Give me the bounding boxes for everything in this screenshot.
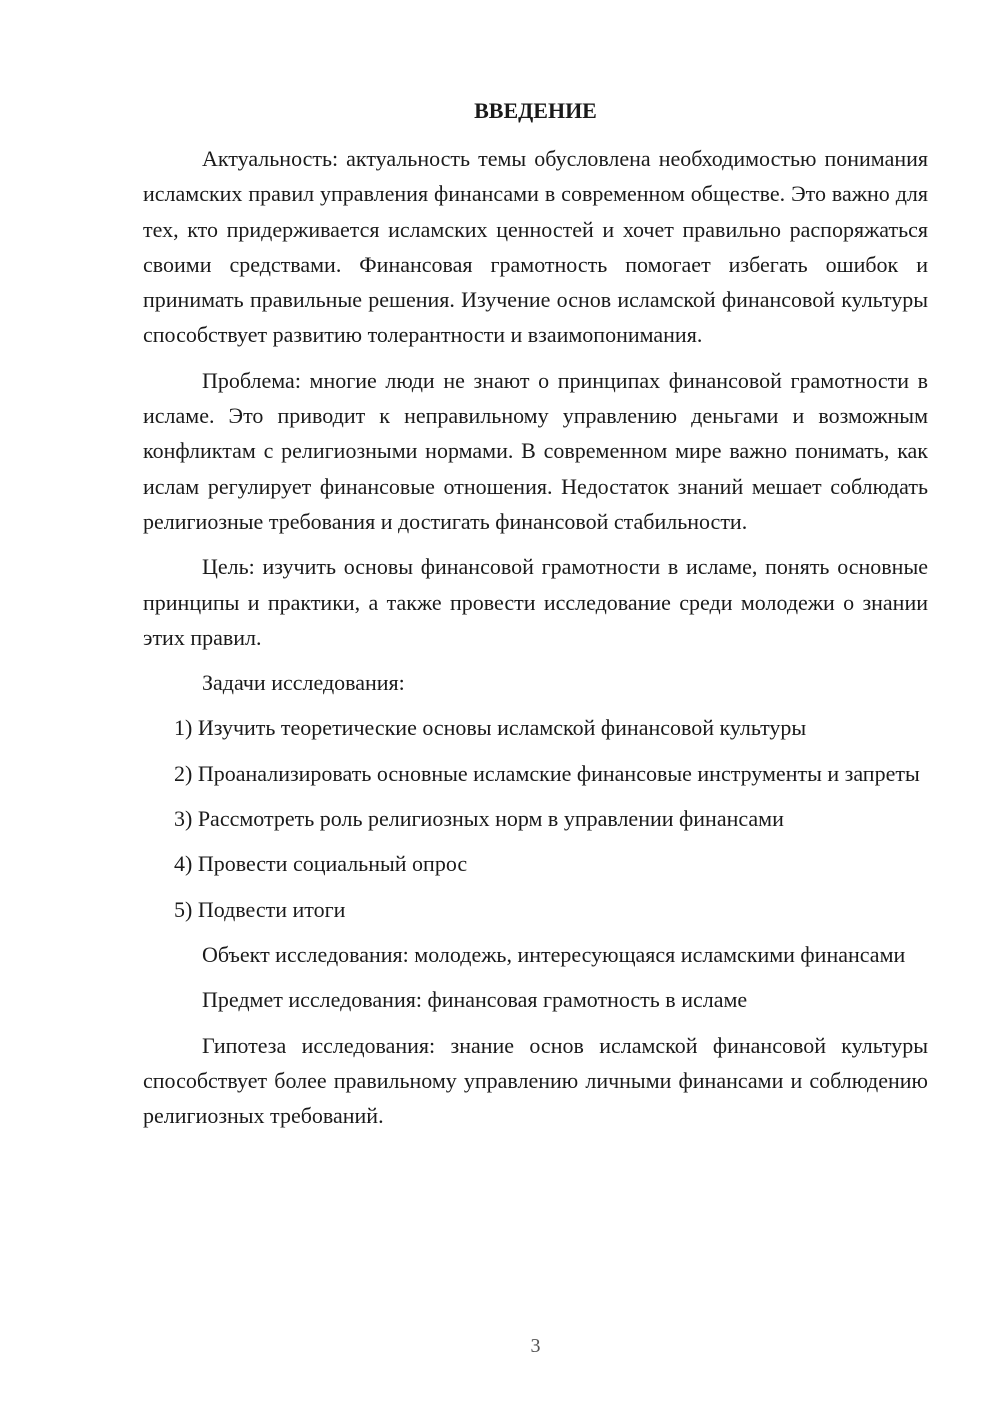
paragraph-subject: Предмет исследования: финансовая грамотность в исламе bbox=[202, 987, 748, 1013]
task-item-4: 4) Провести социальный опрос bbox=[174, 851, 468, 877]
paragraph-object: Объект исследования: молодежь, интересующаяся исламскими финансами bbox=[202, 941, 906, 967]
page-title: ВВЕДЕНИЕ bbox=[474, 98, 597, 123]
document-body bbox=[143, 141, 928, 1143]
task-item-3: 3) Рассмотреть роль религиозных норм в управлении финансами bbox=[174, 806, 784, 832]
task-item-5: 5) Подвести итоги bbox=[174, 896, 346, 922]
document-page bbox=[143, 0, 928, 1414]
paragraph-problem: Проблема: многие люди не знают о принципах финансовой грамотности в исламе. Это приводит к неправильному управлению деньгами и возможным конфликтам с религиозными нормами. В современном мире важно понимать, как ислам регулирует финансовые отношения. Недостаток знаний мешает соблюдать религиозные требования и достигать финансовой стабильности. bbox=[143, 367, 928, 534]
task-item-1: 1) Изучить теоретические основы исламской финансовой культуры bbox=[174, 715, 807, 741]
task-item-2: 2) Проанализировать основные исламские финансовые инструменты и запреты bbox=[174, 760, 920, 786]
paragraph-relevance: Актуальность: актуальность темы обусловлена необходимостью понимания исламских правил управления финансами в современном обществе. Это важно для тех, кто придерживается исламских ценностей и хочет правильно распоряжаться своими средствами. Финансовая грамотность помогает избегать ошибок и принимать правильные решения. Изучение основ исламской финансовой культуры способствует развитию толерантности и взаимопонимания. bbox=[143, 146, 928, 348]
page-number: 3 bbox=[530, 1335, 541, 1357]
paragraph-hypothesis: Гипотеза исследования: знание основ исламской финансовой культуры способствует более правильному управлению личными финансами и соблюдению религиозных требований. bbox=[143, 1032, 928, 1129]
paragraph-goal: Цель: изучить основы финансовой грамотности в исламе, понять основные принципы и практики, а также провести исследование среди молодежи о знании этих правил. bbox=[143, 554, 928, 650]
tasks-heading: Задачи исследования: bbox=[202, 670, 405, 696]
